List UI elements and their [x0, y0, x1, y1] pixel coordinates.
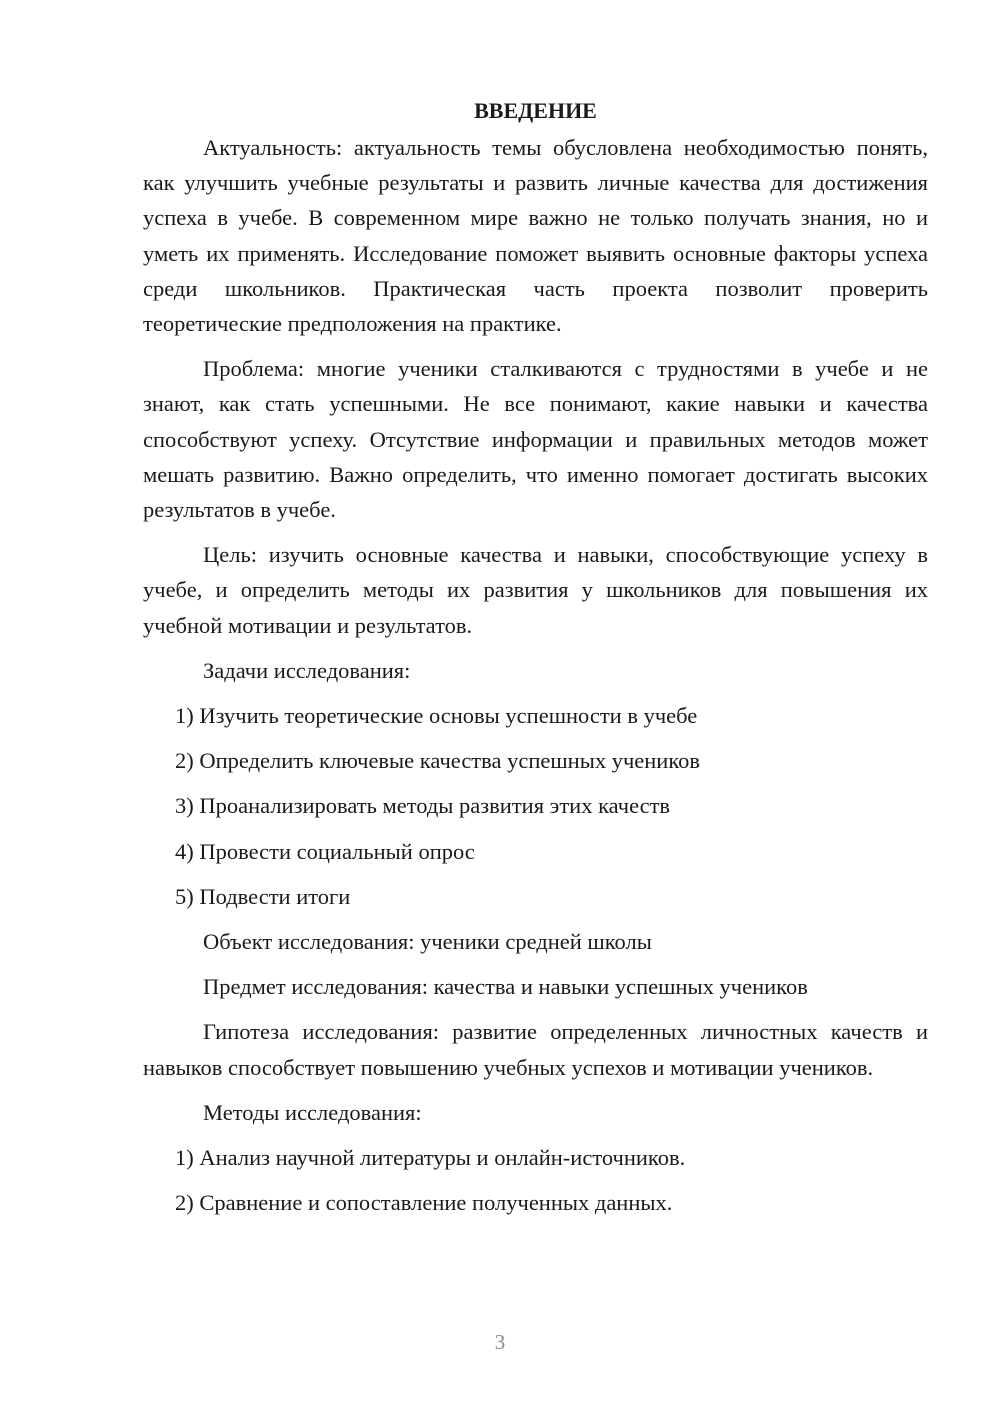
research-subject: Предмет исследования: качества и навыки успешных учеников — [203, 974, 808, 1000]
method-item: 2) Сравнение и сопоставление полученных данных. — [175, 1190, 673, 1216]
methods-heading: Методы исследования: — [203, 1099, 422, 1125]
method-item: 1) Анализ научной литературы и онлайн-источников. — [175, 1145, 686, 1171]
problem-paragraph: Проблема: многие ученики сталкиваются с трудностями в учебе и не знают, как стать успешными. Не все понимают, какие навыки и качества способствуют успеху. Отсутствие информации и правильных методов может мешать развитию. Важно определить, что именно помогает достигать высоких результатов в учебе. — [143, 356, 928, 523]
task-item: 4) Провести социальный опрос — [175, 838, 475, 864]
research-object: Объект исследования: ученики средней школы — [203, 929, 652, 955]
page-number: 3 — [494, 1330, 506, 1354]
task-item: 1) Изучить теоретические основы успешности в учебе — [175, 703, 698, 729]
hypothesis-paragraph: Гипотеза исследования: развитие определенных личностных качеств и навыков способствует повышению учебных успехов и мотивации учеников. — [143, 1019, 928, 1080]
page-title: ВВЕДЕНИЕ — [474, 98, 597, 123]
relevance-paragraph: Актуальность: актуальность темы обусловлена необходимостью понять, как улучшить учебные результаты и развить личные качества для достижения успеха в учебе. В современном мире важно не только получать знания, но и уметь их применять. Исследование поможет выявить основные факторы успеха среди школьников. Практическая часть проекта позволит проверить теоретические предположения на практике. — [143, 135, 928, 337]
task-item: 3) Проанализировать методы развития этих качеств — [175, 793, 671, 819]
task-item: 5) Подвести итоги — [175, 883, 351, 909]
goal-paragraph: Цель: изучить основные качества и навыки, способствующие успеху в учебе, и определить методы их развития у школьников для повышения их учебной мотивации и результатов. — [143, 542, 928, 638]
task-item: 2) Определить ключевые качества успешных учеников — [175, 748, 701, 774]
tasks-heading: Задачи исследования: — [203, 657, 411, 683]
document-page — [143, 92, 928, 1220]
